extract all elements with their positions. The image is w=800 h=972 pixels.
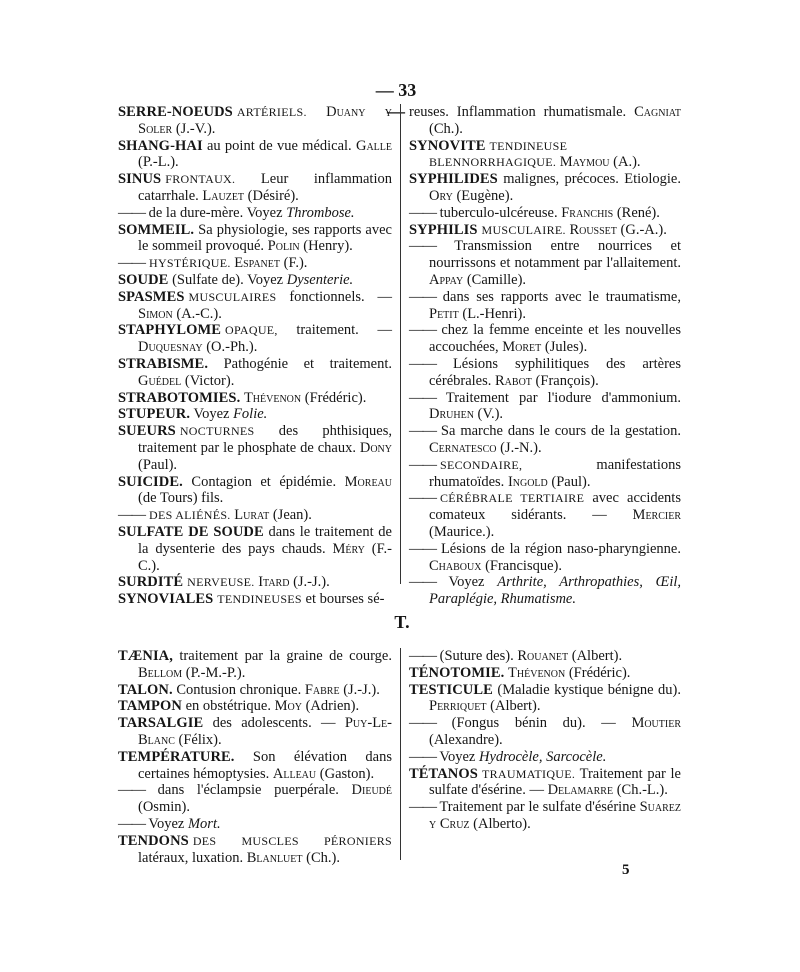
entry-author: Petit [429,305,459,322]
entry-heading: STRABISME. [118,355,209,372]
index-entry [118,272,392,289]
entry-heading: TÉNOTOMIE. [409,664,505,681]
entry-author-initials: (Osmin). [138,799,190,816]
index-entry [118,648,392,682]
entry-author: Delamarre [547,782,614,799]
entry-heading: SOMMEIL. [118,221,195,238]
index-entry [118,591,392,608]
entry-author: Espanet [234,255,280,272]
entry-heading: —— [118,255,145,272]
index-entry [409,541,681,575]
entry-author-initials: (Albert). [568,648,623,664]
index-entry [409,574,681,608]
index-entry [118,749,392,783]
index-entry [118,682,392,699]
index-entry [409,390,681,424]
entry-qualifier: ARTÉRIELS. [236,105,307,119]
index-entry [118,507,392,524]
index-entry [118,289,392,323]
entry-text: au point de vue médical. [202,137,356,154]
entry-heading: TENDONS [118,832,189,849]
entry-text: Contagion et épidémie. [182,473,345,490]
entry-author-initials: (L.-Henri). [458,305,526,322]
entry-author-initials: (Alberto). [469,815,531,832]
entry-text: Sa physiologie, ses rapports avec le sommeil provoqué. [138,221,392,255]
entry-author: Alleau [272,765,317,782]
entry-text: Son élévation dans certaines hémoptysies. [138,748,392,782]
entry-author-initials: (Ch.). [429,120,463,137]
entry-author-initials: (Désiré). [244,187,299,204]
entry-heading: —— [409,322,436,339]
entry-author-initials: (Alexandre). [429,731,503,748]
entry-heading: TARSALGIE [118,715,204,732]
entry-author: Dony [359,439,392,456]
entry-author: Lurat [234,507,270,524]
entry-author: Moutier [631,715,681,732]
entry-heading: —— [409,490,436,507]
entry-author-initials: (O.-Ph.). [202,339,258,356]
index-entry [409,490,681,540]
entry-author: Lauzet [202,187,245,204]
entry-heading: —— [409,204,436,221]
entry-text: des phthisiques, traitement par le phosphate de chaux. [138,423,392,456]
index-column-right-top [409,104,681,608]
entry-heading: —— [409,648,436,664]
entry-heading: —— [409,389,436,406]
entry-heading: —— [409,574,436,591]
entry-author-initials: (Francisque). [481,557,562,574]
index-entry [118,524,392,574]
index-entry [409,749,681,766]
entry-author-initials: (A.). [609,154,641,171]
entry-qualifier: NERVEUSE. [187,575,255,590]
entry-author: Galle [355,137,392,154]
entry-author-initials: (Albert). [486,698,541,715]
index-entry [409,289,681,323]
entry-author-initials: (A.-C.). [172,305,222,322]
entry-text: Traitement par le sulfate d'ésérine. — [429,765,681,799]
index-entry [118,356,392,390]
entry-heading: SYPHILIS [409,221,478,238]
index-entry [409,356,681,390]
entry-text: (Suture des). [436,648,518,664]
entry-author-initials: (Gaston). [316,765,375,782]
index-entry [409,205,681,222]
entry-author-initials: (Adrien). [301,698,360,715]
entry-author: Druhen [429,406,474,423]
index-entry [409,171,681,205]
entry-author: Moret [502,339,542,356]
entry-author: Polin [267,238,300,255]
entry-author-initials: (P.-M.-P.). [182,664,246,681]
entry-author: Cernatesco [429,439,497,456]
entry-heading: —— [409,540,436,557]
entry-author-initials: (François). [531,372,599,389]
entry-author-initials: (Frédéric). [565,664,631,681]
entry-text: Voyez [436,748,479,765]
entry-author-initials: (J.-N.). [496,439,542,456]
entry-heading: —— [118,507,145,524]
index-entry [118,816,392,833]
index-entry [409,457,681,491]
index-entry [118,171,392,205]
entry-author: Thévenon [508,664,566,681]
index-entry [118,222,392,256]
entry-author: Ingold [507,473,548,490]
entry-author: Perriquet [429,698,487,715]
index-entry [409,665,681,682]
entry-text: Contusion chronique. [172,681,305,698]
entry-author: Duquesnay [138,339,203,356]
entry-heading: SYPHILIDES [409,171,498,188]
entry-heading: SOUDE [118,271,169,288]
entry-heading: —— [409,355,436,372]
entry-author: Moy [274,698,302,715]
entry-heading: —— [409,288,436,305]
section-letter: T. [394,612,410,632]
entry-qualifier: OPAQUE, [225,323,278,338]
entry-author-initials: (G.-A.). [616,221,667,238]
entry-text: Pathogénie et traitement. [208,355,392,372]
entry-author: Ory [429,187,453,204]
index-entry [118,255,392,272]
entry-text: avec accidents comateux sidérants. — [429,490,681,524]
index-column-right-bottom [409,648,681,833]
entry-author: Duany y Soler [138,104,392,137]
entry-author: Maymou [559,154,610,171]
entry-heading: —— [409,456,436,473]
entry-text: Lésions de la région naso-pharyngienne. [436,540,681,557]
column-divider-top [400,104,401,584]
entry-heading: SULFATE DE SOUDE [118,523,264,540]
entry-heading: —— [409,423,436,440]
entry-heading: SYNOVITE [409,137,486,154]
entry-heading: SUEURS [118,423,176,440]
page-number: — 33 — [375,80,417,121]
index-entry [118,474,392,508]
index-column-left-top [118,104,392,608]
entry-text: manifestations rhumatoïdes. [429,456,681,490]
entry-heading: —— [409,748,436,765]
entry-qualifier: MUSCULAIRE. [481,222,566,237]
entry-author-initials: (J.-V.). [172,120,216,137]
entry-text: (Fongus bénin du). — [436,715,632,732]
index-entry [118,423,392,473]
entry-qualifier: DES ALIÉNÉS. [149,508,231,523]
entry-text: et bourses sé- [301,591,385,608]
index-entry [118,390,392,407]
entry-author: Appay [429,271,464,288]
entry-author: Cagniat [634,104,681,120]
entry-heading: SHANG-HAI [118,137,203,154]
entry-qualifier: SECONDAIRE, [440,457,523,472]
signature-mark: 5 [622,862,630,878]
entry-heading: SPASMES [118,288,185,305]
entry-crossref: Folie. [233,406,268,423]
entry-author-initials: (Eugène). [452,187,514,204]
entry-heading: SINUS [118,171,162,188]
entry-qualifier: MUSCULAIRES [188,289,277,304]
entry-text: Sa marche dans le cours de la gestation. [436,423,681,440]
entry-text: des adolescents. — [203,715,345,732]
index-entry [118,574,392,591]
entry-author: Suarez y Cruz [429,799,681,832]
entry-author: Blanluet [246,849,303,866]
entry-heading: TESTICULE [409,681,493,698]
entry-crossref: Hydrocèle, Sarcocèle. [478,748,607,765]
entry-text: Lésions syphilitiques des artères cérébrales. [429,355,681,389]
entry-heading: TAMPON [118,698,182,715]
entry-author: Simon [138,305,173,322]
entry-heading: SURDITÉ [118,574,184,591]
entry-qualifier: CÉRÉBRALE TERTIAIRE [440,491,585,506]
entry-text: traitement. — [277,322,392,339]
entry-text: traitement par la graine de courge. [172,648,392,664]
entry-author: Puy-Le-Blanc [138,715,392,748]
entry-author-initials: (J.-J.). [289,574,330,591]
entry-author-initials: (P.-L.). [138,154,179,171]
entry-text: tuberculo-ulcéreuse. [436,204,562,221]
entry-author: Fabre [304,681,340,698]
entry-text: Voyez [190,406,234,423]
entry-author: Itard [258,574,290,591]
entry-qualifier: HYSTÉRIQUE. [149,256,231,271]
entry-author-initials: (Victor). [181,372,235,389]
entry-qualifier: TENDINEUSES [217,592,302,607]
entry-heading: —— [118,782,145,799]
index-entry [409,682,681,716]
entry-heading: —— [409,799,436,816]
entry-text: Voyez [436,574,498,591]
entry-qualifier: DES MUSCLES PÉRONIERS [192,833,392,848]
entry-text: Leur inflammation catarrhale. [138,171,392,204]
entry-heading: SERRE-NOEUDS [118,104,233,120]
entry-author-initials: (Ch.). [302,849,340,866]
entry-author: Rabot [495,372,532,389]
entry-text: (Maladie kystique bénigne du). [492,681,681,698]
entry-author-initials: (Ch.-L.). [613,782,668,799]
entry-heading: —— [118,204,145,221]
entry-author: Dieudé [351,782,392,799]
entry-author-initials: (Paul). [138,456,178,473]
entry-heading: STAPHYLOME [118,322,222,339]
entry-author-initials: (F.). [280,255,308,272]
entry-text: malignes, précoces. Etiologie. [497,171,681,188]
entry-author: Franchis [561,204,614,221]
entry-text: de la dure-mère. Voyez [145,204,287,221]
entry-crossref: Thrombose. [286,204,355,221]
entry-author-initials: (F.-C.). [138,540,392,574]
entry-text: dans l'éclampsie puerpérale. [145,782,352,799]
index-entry [409,138,681,172]
entry-author-initials: (René). [613,204,660,221]
index-entry [409,238,681,288]
entry-author-initials: (Maurice.). [429,523,495,540]
entry-qualifier: TRAUMATIQUE. [481,766,576,781]
entry-text: fonctionnels. — [276,288,392,305]
entry-author-initials: (de Tours) fils. [138,490,224,507]
entry-text [307,104,326,120]
entry-text: dans le traitement de la dysenterie des pays chauds. [138,523,392,557]
entry-author: Mercier [632,507,681,524]
entry-heading: TEMPÉRATURE. [118,748,235,765]
entry-author: Bellom [138,664,183,681]
entry-qualifier: FRONTAUX. [165,172,236,187]
index-entry [409,799,681,833]
index-column-left-bottom [118,648,392,866]
index-entry [409,715,681,749]
index-entry [118,782,392,816]
index-entry [409,648,681,665]
entry-text: chez la femme enceinte et les nouvelles accouchées, [429,322,681,356]
entry-qualifier: TENDINEUSE BLENNORRHAGIQUE. [429,138,568,170]
entry-author: Méry [332,540,365,557]
index-entry [118,205,392,222]
entry-author-initials: (Frédéric). [301,389,367,406]
index-entry [409,423,681,457]
entry-author-initials: (Henry). [299,238,353,255]
entry-text: latéraux, luxation. [138,849,247,866]
entry-author-initials: (J.-J.). [339,681,380,698]
entry-heading: STRABOTOMIES. [118,389,241,406]
entry-crossref: Dysenterie. [286,271,354,288]
entry-text: en obstétrique. [181,698,275,715]
entry-author-initials: (Jules). [541,339,588,356]
entry-qualifier: NOCTURNES [179,424,255,439]
entry-text: Voyez [145,815,188,832]
entry-heading: —— [409,715,436,732]
index-entry [409,766,681,800]
entry-author-initials: (Camille). [463,271,527,288]
index-entry [409,222,681,239]
entry-text: Traitement par le sulfate d'ésérine [436,799,640,816]
entry-author: Rousset [569,221,617,238]
entry-heading: STUPEUR. [118,406,191,423]
entry-author: Guédel [138,372,182,389]
entry-text: dans ses rapports avec le traumatisme, [436,288,681,305]
index-entry [118,406,392,423]
entry-author-initials: (Jean). [269,507,312,524]
entry-text: Transmission entre nourrices et nourrissons et notamment par l'allaitement. [429,238,681,272]
index-entry [118,104,392,138]
entry-heading: TALON. [118,681,173,698]
index-entry [118,698,392,715]
entry-heading: TÆNIA, [118,648,173,664]
index-entry [409,322,681,356]
entry-heading: TÉTANOS [409,765,478,782]
entry-author-initials: (V.). [473,406,504,423]
entry-author-initials: (Félix). [174,731,222,748]
entry-crossref: Mort. [187,815,221,832]
entry-author-initials: (Paul). [547,473,591,490]
index-entry [118,715,392,749]
entry-author: Chaboux [429,557,482,574]
index-entry [409,104,681,138]
entry-author: Thévenon [243,389,302,406]
entry-author: Rouanet [517,648,569,664]
entry-text: (Sulfate de). Voyez [168,271,287,288]
entry-heading: —— [409,238,436,255]
index-entry [118,322,392,356]
entry-heading: SYNOVIALES [118,591,214,608]
entry-text: reuses. Inflammation rhumatismale. [409,104,635,120]
entry-text: Traitement par l'iodure d'ammonium. [436,389,681,406]
index-entry [118,138,392,172]
column-divider-bottom [400,648,401,860]
index-entry [118,833,392,867]
entry-crossref: Arthrite, Arthropathies, Œil, Paraplégie, Rhumatisme. [429,574,682,608]
entry-heading: —— [118,815,145,832]
entry-author: Moreau [344,473,392,490]
entry-heading: SUICIDE. [118,473,183,490]
